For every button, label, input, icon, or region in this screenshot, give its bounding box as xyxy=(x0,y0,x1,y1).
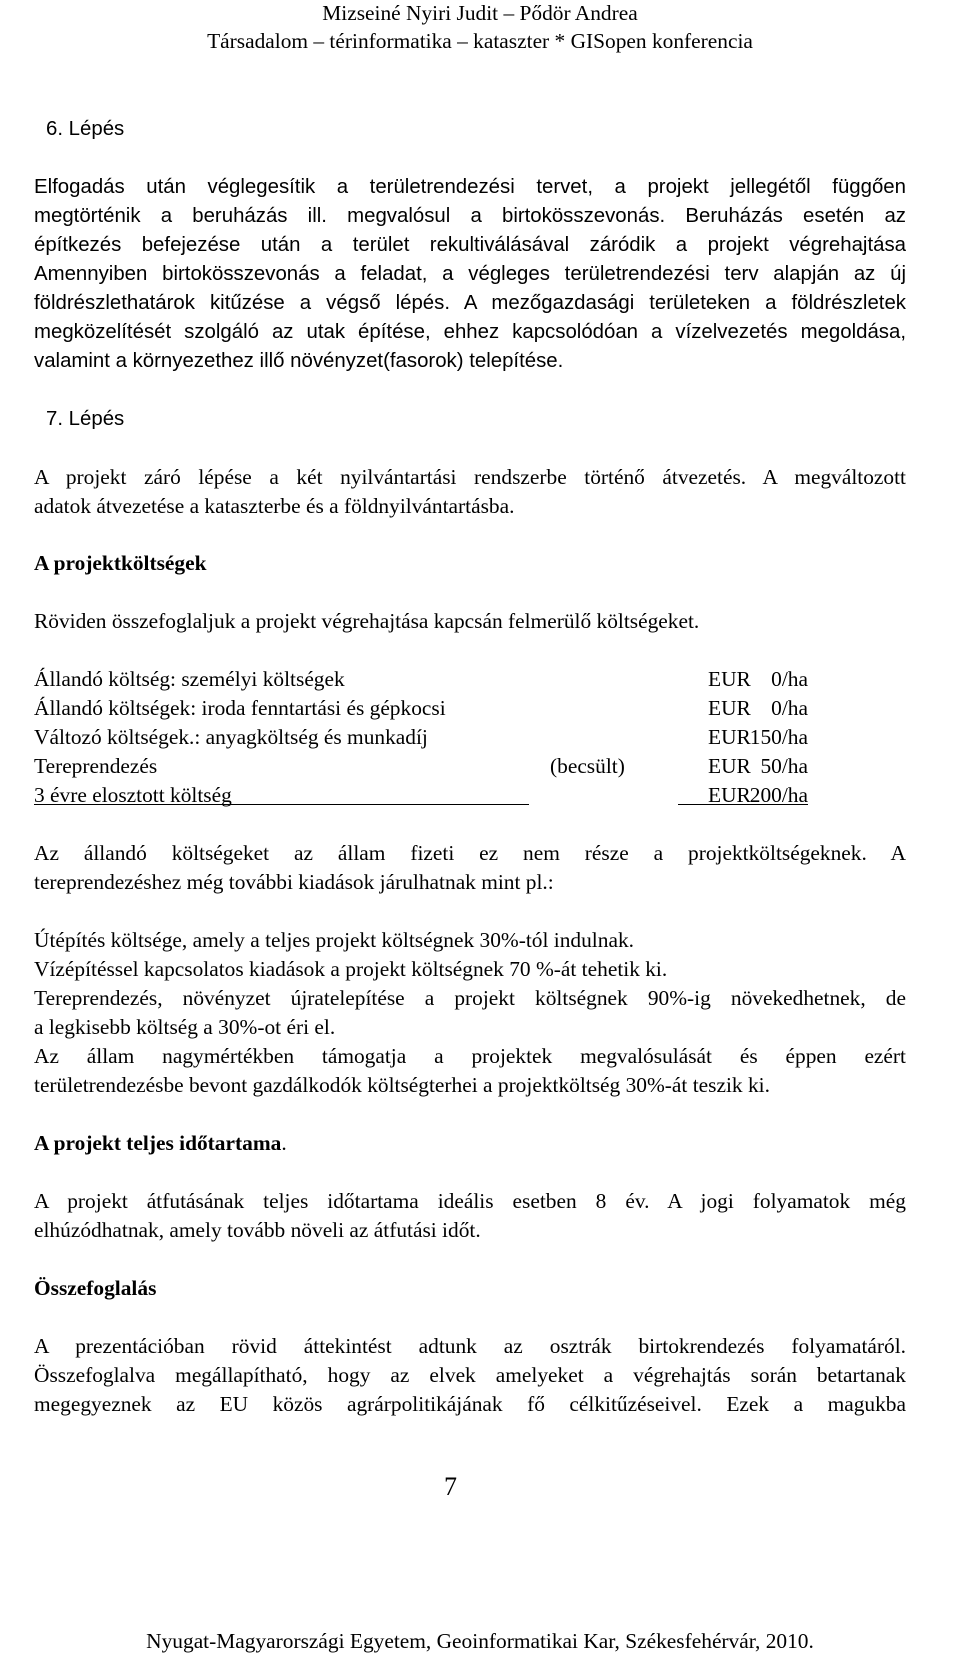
costs-extra-line: Vízépítéssel kapcsolatos kiadások a projekt költségnek 70 %-át tehetik ki. xyxy=(34,957,668,981)
cost-label: Tereprendezés xyxy=(34,754,158,778)
step6-line: földrészlethatárok kitűzése a végső lépés. A mezőgazdasági területeken a földrészletek xyxy=(34,292,906,314)
step7-line: adatok átvezetése a kataszterbe és a földnyilvántartásba. xyxy=(34,494,515,518)
cost-currency: EUR xyxy=(708,667,751,691)
cost-amount: 150/ha xyxy=(749,725,808,749)
cost-note: (becsült) xyxy=(550,754,625,778)
cost-amount: 0/ha xyxy=(771,696,808,720)
costs-extra-line: Útépítés költsége, amely a teljes projekt költségnek 30%-tól indulnak. xyxy=(34,928,634,952)
costs-extra-line: Az állam nagymértékben támogatja a projektek megvalósulását és éppen ezért xyxy=(34,1044,906,1068)
step6-line: valamint a környezethez illő növényzet(fasorok) telepítése. xyxy=(34,350,564,372)
cost-label: Állandó költség: személyi költségek xyxy=(34,667,345,691)
summary-line: A prezentációban rövid áttekintést adtunk az osztrák birtokrendezés folyamatáról. xyxy=(34,1334,906,1358)
costs-extra-line: Tereprendezés, növényzet újratelepítése a projekt költségnek 90%-ig növekedhetnek, de xyxy=(34,986,906,1010)
header-conference: Társadalom – térinformatika – kataszter * GISopen konferencia xyxy=(207,29,753,53)
step6-line: megtörténik a beruházás ill. megvalósul a birtokösszevonás. Beruházás esetén az xyxy=(34,205,906,227)
costs-state-line: Az állandó költségeket az állam fizeti ez nem része a projektköltségeknek. A xyxy=(34,841,906,865)
footer: Nyugat-Magyarországi Egyetem, Geoinformatikai Kar, Székesfehérvár, 2010. xyxy=(146,1629,814,1653)
cost-amount: 0/ha xyxy=(771,667,808,691)
step7-line: A projekt záró lépése a két nyilvántartási rendszerbe történő átvezetés. A megváltozott xyxy=(34,465,906,489)
cost-currency: EUR xyxy=(708,754,751,778)
header-authors: Mizseiné Nyiri Judit – Pődör Andrea xyxy=(322,1,638,25)
costs-state-line: tereprendezéshez még további kiadások járulhatnak mint pl.: xyxy=(34,870,554,894)
step6-line: Elfogadás után véglegesítik a területrendezési tervet, a projekt jellegétől függően xyxy=(34,176,906,198)
page-number: 7 xyxy=(444,1472,457,1501)
duration-line: elhúzódhatnak, amely tovább növeli az átfutási időt. xyxy=(34,1218,481,1242)
step6-heading: 6. Lépés xyxy=(46,118,125,140)
cost-currency: EUR xyxy=(708,696,751,720)
cost-amount: 200/ha xyxy=(749,783,808,807)
cost-currency: EUR xyxy=(708,783,751,807)
summary-line: Összefoglalva megállapítható, hogy az elvek amelyeket a végrehajtás során betartanak xyxy=(34,1363,906,1387)
summary-line: megegyeznek az EU közös agrárpolitikájának fő célkitűzéseivel. Ezek a magukba xyxy=(34,1392,906,1416)
step7-heading: 7. Lépés xyxy=(46,408,125,430)
cost-amount: 50/ha xyxy=(760,754,808,778)
cost-label: Változó költségek.: anyagköltség és munkadíj xyxy=(34,725,428,749)
costs-intro: Röviden összefoglaljuk a projekt végrehajtása kapcsán felmerülő költségeket. xyxy=(34,609,700,633)
cost-currency: EUR xyxy=(708,725,751,749)
step6-line: megközelítését szolgáló az utak építése, ehhez kapcsolódóan a vízelvezetés megoldása, xyxy=(34,321,906,343)
summary-heading: Összefoglalás xyxy=(34,1276,157,1300)
step6-line: Amennyiben birtokösszevonás a feladat, a végleges területrendezési terv alapján az új xyxy=(34,263,906,285)
cost-label: Állandó költségek: iroda fenntartási és gépkocsi xyxy=(34,696,446,720)
step6-line: építkezés befejezése után a terület rekultiválásával záródik a projekt végrehajtása xyxy=(34,234,906,256)
cost-label: 3 évre elosztott költség xyxy=(34,783,232,807)
duration-heading-row xyxy=(34,1130,287,1156)
duration-heading: A projekt teljes időtartama xyxy=(34,1131,282,1155)
duration-heading-suffix: . xyxy=(281,1131,287,1155)
duration-line: A projekt átfutásának teljes időtartama ideális esetben 8 év. A jogi folyamatok még xyxy=(34,1189,906,1213)
costs-heading: A projektköltségek xyxy=(34,551,207,575)
costs-extra-line: területrendezésbe bevont gazdálkodók költségterhei a projektköltség 30%-át teszik ki. xyxy=(34,1073,770,1097)
costs-extra-line: a legkisebb költség a 30%-ot éri el. xyxy=(34,1015,336,1039)
